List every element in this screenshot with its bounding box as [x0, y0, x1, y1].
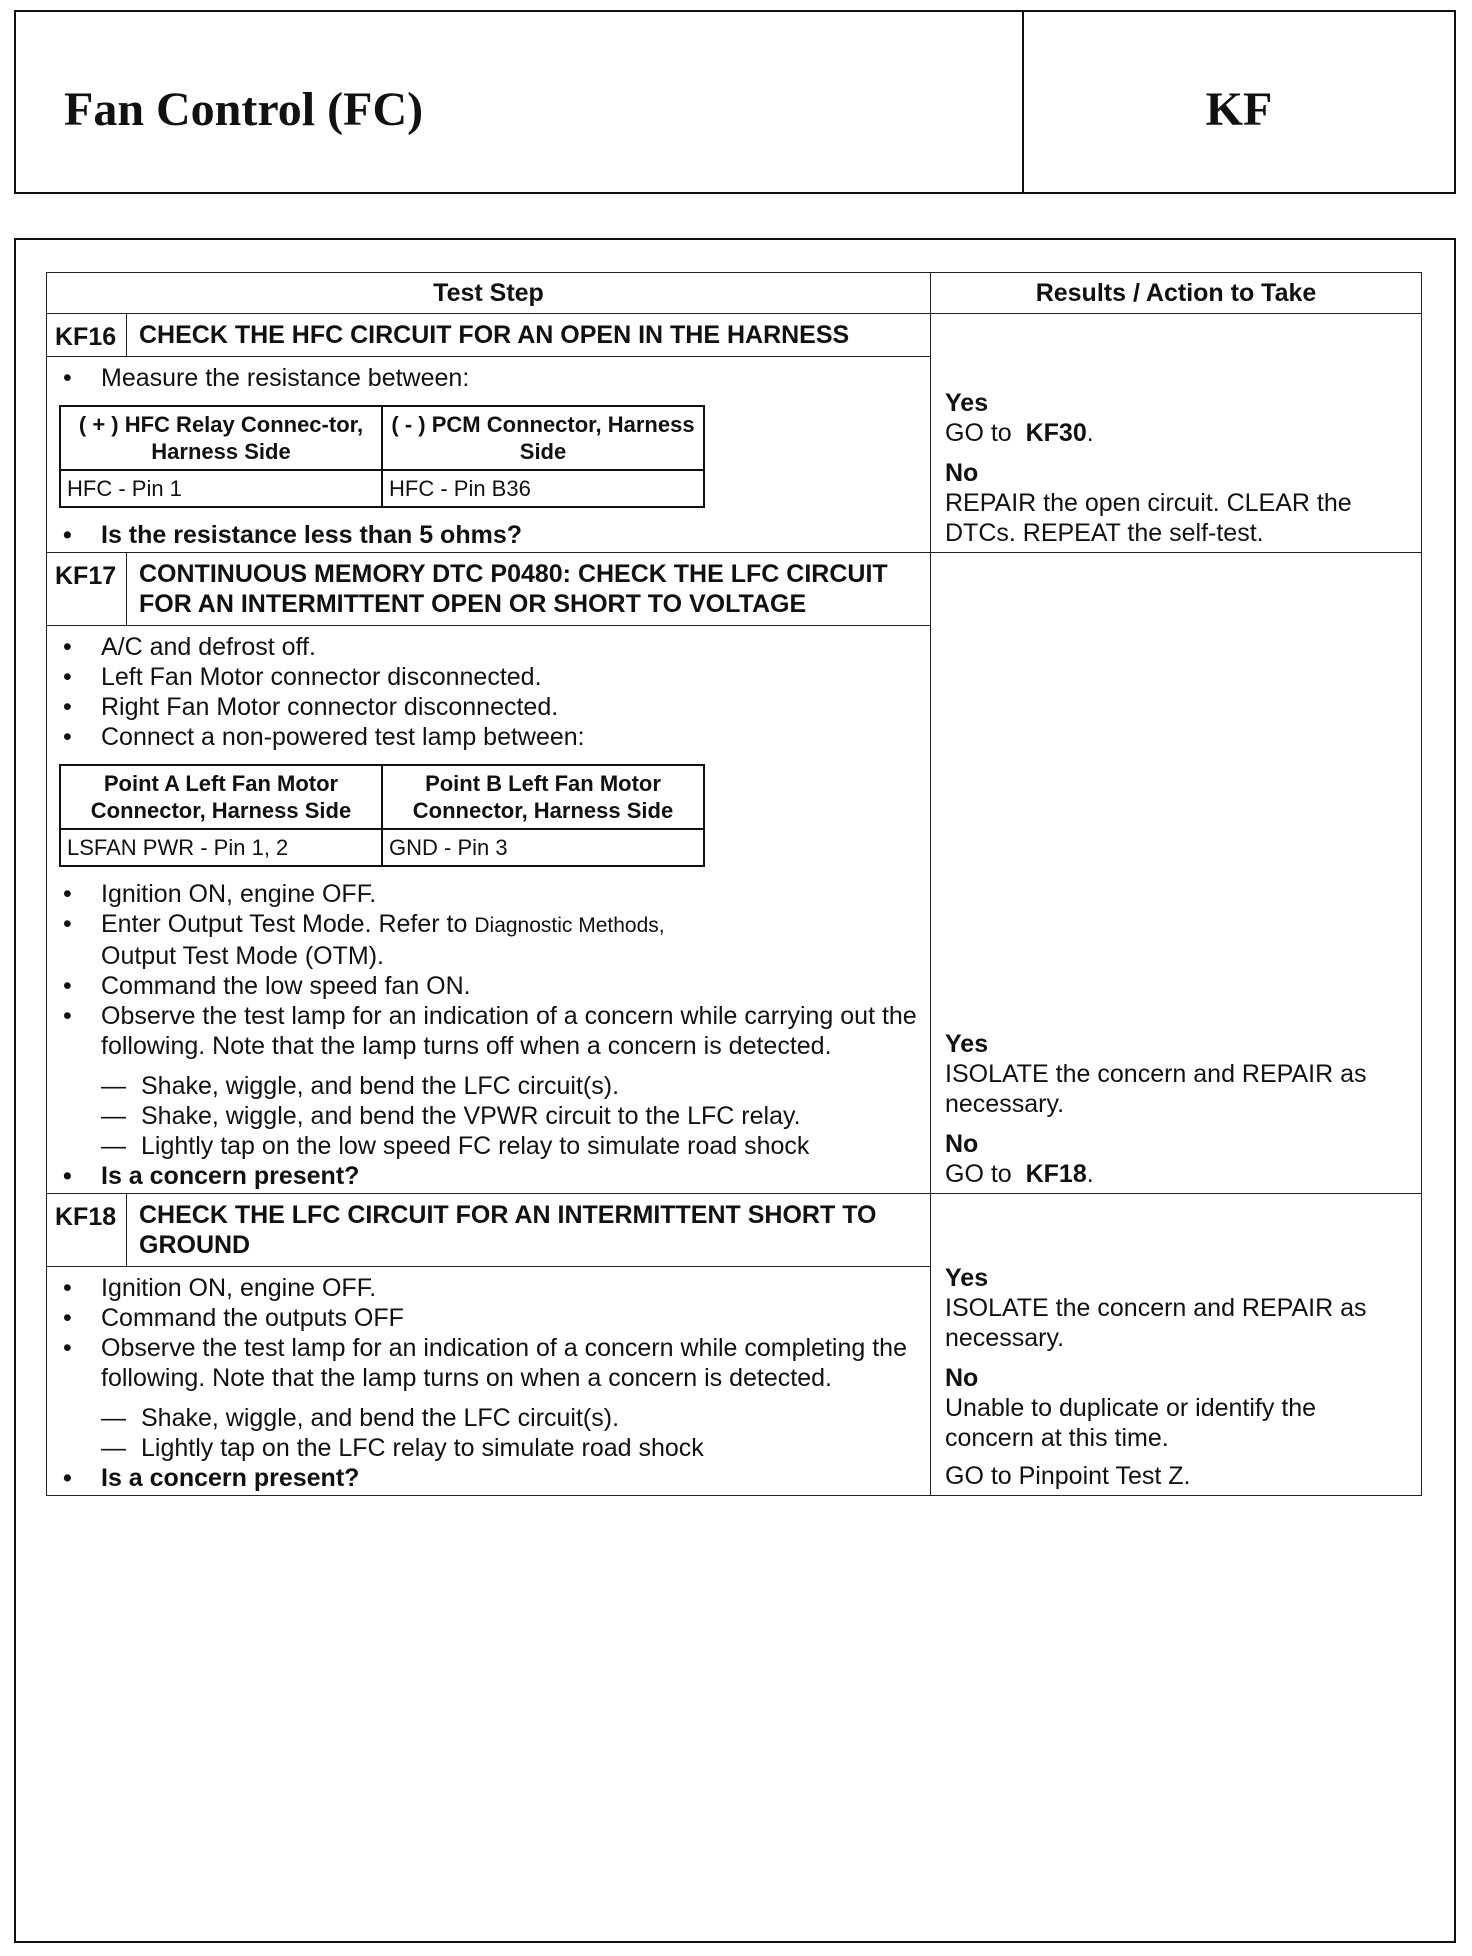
goto-link-kf30[interactable]: KF30 [1025, 419, 1087, 447]
sub-instruction-item: — Shake, wiggle, and bend the VPWR circuit to the LFC relay. [101, 1101, 920, 1131]
instruction-item: • Observe the test lamp for an indication of a concern while completing the following. Note that the lamp turns on when a concern is detected. [59, 1333, 920, 1393]
inner-header: Point A Left Fan Motor Connector, Harness Side [60, 765, 382, 829]
instruction-item: • Connect a non-powered test lamp between: [59, 722, 920, 752]
no-label: No [945, 1130, 979, 1158]
step-kf17-title-row [47, 553, 1422, 626]
instruction-item: • Command the low speed fan ON. [59, 971, 920, 1001]
no-action-text: GO to [945, 1160, 1012, 1188]
yes-action-text: GO to [945, 419, 1012, 447]
step-title: CONTINUOUS MEMORY DTC P0480: CHECK THE LFC CIRCUIT FOR AN INTERMITTENT OPEN OR SHORT TO VOLTAGE [127, 553, 931, 626]
step-question: • Is a concern present? [59, 1463, 920, 1493]
yes-label: Yes [945, 389, 989, 417]
instruction-item: • Ignition ON, engine OFF. [59, 879, 920, 909]
step-body [47, 357, 931, 553]
sub-instruction-item: — Shake, wiggle, and bend the LFC circuit(s). [101, 1071, 920, 1101]
goto-pinpoint-test[interactable]: GO to Pinpoint Test Z. [945, 1462, 1191, 1490]
instruction-item: • Measure the resistance between: [59, 363, 920, 393]
step-question: • Is the resistance less than 5 ohms? [59, 520, 920, 550]
page-title: Fan Control (FC) [64, 83, 424, 136]
instruction-item: • Observe the test lamp for an indication of a concern while carrying out the following. Note that the lamp turns off when a concern is detected. [59, 1001, 920, 1061]
goto-link-kf18[interactable]: KF18 [1025, 1160, 1087, 1188]
no-action: REPAIR the open circuit. CLEAR the DTCs. REPEAT the self-test. [945, 489, 1352, 547]
diagnostic-methods-reference[interactable]: Diagnostic Methods, [474, 914, 665, 937]
step-body [47, 626, 931, 1194]
step-body [47, 1267, 931, 1496]
no-label: No [945, 459, 979, 487]
column-header-test-step: Test Step [47, 273, 931, 314]
no-action: Unable to duplicate or identify the concern at this time. [945, 1394, 1317, 1452]
instruction-item: • A/C and defrost off. [59, 632, 920, 662]
instruction-item: • Left Fan Motor connector disconnected. [59, 662, 920, 692]
table-header-row [47, 273, 1422, 314]
instruction-text: Output Test Mode (OTM). [101, 942, 384, 970]
yes-action: ISOLATE the concern and REPAIR as necessary. [945, 1294, 1367, 1352]
no-action [945, 1159, 1411, 1189]
step-id: KF16 [47, 314, 127, 357]
inner-header: ( - ) PCM Connector, Harness Side [382, 406, 704, 470]
inner-cell: HFC - Pin B36 [382, 470, 704, 507]
no-label: No [945, 1364, 979, 1392]
no-action-period: . [1086, 1160, 1094, 1188]
test-lamp-points-table [59, 764, 705, 867]
instruction-item: • Ignition ON, engine OFF. [59, 1273, 920, 1303]
inner-header: ( + ) HFC Relay Connec-tor, Harness Side [60, 406, 382, 470]
yes-label: Yes [945, 1030, 989, 1058]
step-kf16-results [931, 314, 1422, 553]
yes-label: Yes [945, 1264, 989, 1292]
resistance-measure-table [59, 405, 705, 508]
inner-cell: GND - Pin 3 [382, 829, 704, 866]
step-title: CHECK THE LFC CIRCUIT FOR AN INTERMITTENT SHORT TO GROUND [127, 1194, 931, 1267]
yes-action [945, 418, 1411, 448]
step-kf17-results [931, 553, 1422, 1194]
yes-action-period: . [1086, 419, 1094, 447]
yes-action: ISOLATE the concern and REPAIR as necessary. [945, 1060, 1367, 1118]
step-id: KF18 [47, 1194, 127, 1267]
step-question: • Is a concern present? [59, 1161, 920, 1191]
instruction-text: Enter Output Test Mode. Refer to [101, 910, 468, 938]
step-id: KF17 [47, 553, 127, 626]
page-header [14, 10, 1456, 194]
inner-header: Point B Left Fan Motor Connector, Harness Side [382, 765, 704, 829]
section-code: KF [1205, 83, 1273, 136]
instruction-item: • Right Fan Motor connector disconnected. [59, 692, 920, 722]
inner-cell: HFC - Pin 1 [60, 470, 382, 507]
instruction-item: • Command the outputs OFF [59, 1303, 920, 1333]
step-kf18-title-row [47, 1194, 1422, 1267]
test-step-table [46, 272, 1422, 1496]
instruction-item [59, 909, 920, 971]
sub-instruction-item: — Lightly tap on the LFC relay to simulate road shock [101, 1433, 920, 1463]
sub-instruction-item: — Lightly tap on the low speed FC relay to simulate road shock [101, 1131, 920, 1161]
step-title: CHECK THE HFC CIRCUIT FOR AN OPEN IN THE HARNESS [127, 314, 931, 357]
inner-cell: LSFAN PWR - Pin 1, 2 [60, 829, 382, 866]
step-kf16-title-row [47, 314, 1422, 357]
step-kf18-results [931, 1194, 1422, 1496]
column-header-results: Results / Action to Take [931, 273, 1422, 314]
sub-instruction-item: — Shake, wiggle, and bend the LFC circuit(s). [101, 1403, 920, 1433]
